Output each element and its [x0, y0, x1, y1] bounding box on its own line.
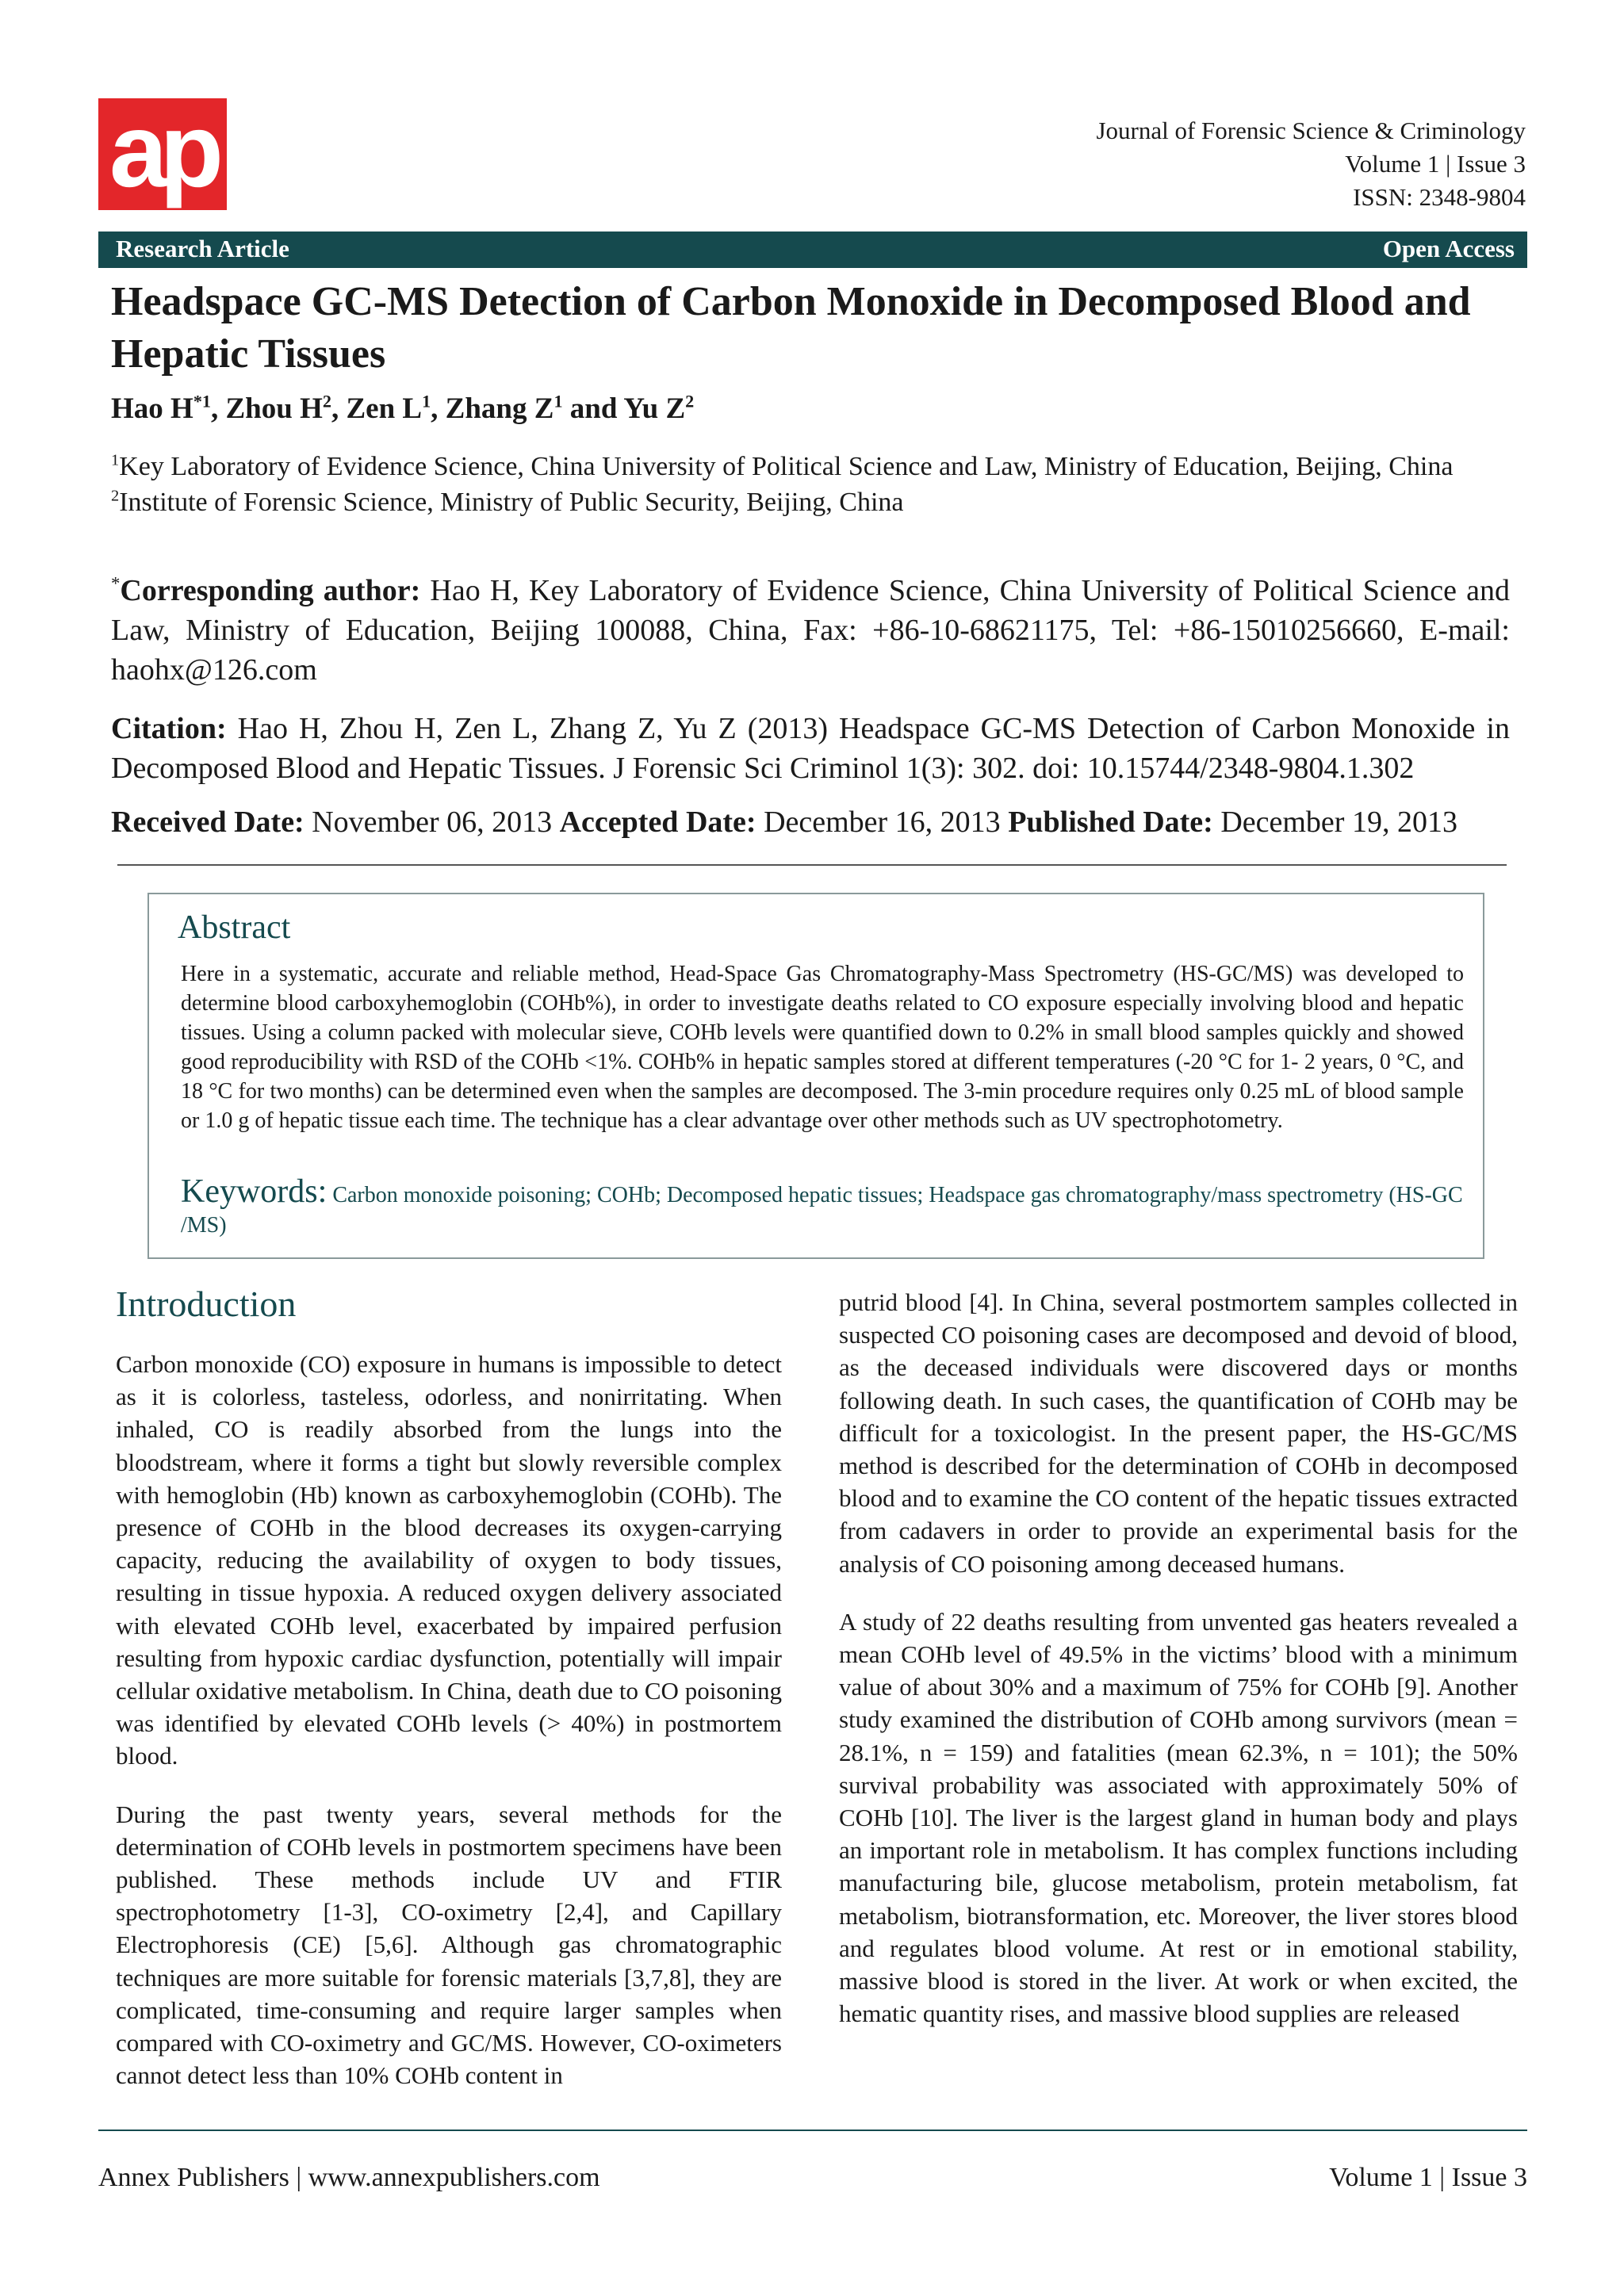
journal-info — [1096, 114, 1526, 214]
article-type-band — [98, 232, 1527, 268]
received-date: November 06, 2013 — [304, 806, 560, 839]
author-separator: , — [211, 392, 226, 425]
author-mark: 2 — [322, 391, 331, 411]
received-label: Received Date: — [111, 806, 304, 839]
keywords — [181, 1173, 1464, 1241]
paragraph: Carbon monoxide (CO) exposure in humans is impossible to detect as it is colorless, tasteless, odorless, and nonirritating. When inhaled, CO is readily absorbed from the lungs into the bloodstream, where it forms a tight but slowly reversible complex with hemoglobin (Hb) known as carboxyhemoglobin (COHb). The presence of COHb in the blood decreases its oxygen-carrying capacity, reducing the availability of oxygen to body tissues, resulting in tissue hypoxia. A reduced oxygen delivery associated with elevated COHb level, exacerbated by impaired perfusion resulting from hypoxic cardiac dysfunction, potentially will impair cellular oxidative metabolism. In China, death due to CO poisoning was identified by elevated COHb levels (> 40%) in postmortem blood. — [116, 1350, 782, 1770]
affiliations — [111, 449, 1522, 520]
open-access-label: Open Access — [1382, 235, 1515, 262]
affiliation — [111, 484, 1522, 520]
article-dates — [111, 805, 1457, 840]
corresponding-label: Corresponding author: — [120, 574, 421, 607]
author-name: Yu Z — [623, 392, 686, 425]
author-name: Zhang Z — [445, 392, 554, 425]
author-name: Zhou H — [225, 392, 323, 425]
paragraph: A study of 22 deaths resulting from unvented gas heaters revealed a mean COHb level of 49.5% in the victims’ blood with a minimum value of about 30% and a maximum of 75% for COHb [9]. Another study examined the distribution of COHb among survivors (mean = 28.1%, n = 159) and fatalities (mean 62.3%, n = 101); the 50% survival probability was associated with approximately 50% of COHb [10]. The liver is the largest gland in human body and plays an important role in metabolism. It has complex functions including manufacturing bile, glucose metabolism, protein metabolism, fat metabolism, biotransformation, etc. Moreover, the liver stores blood and regulates blood volume. At rest or in emotional stability, massive blood is stored in the liver. At work or when excited, the hematic quantity rises, and massive blood supplies are released — [839, 1607, 1518, 2028]
author-name: Hao H — [111, 392, 193, 425]
affiliation-text: Institute of Forensic Science, Ministry of Public Security, Beijing, China — [119, 488, 904, 517]
article-title: Headspace GC-MS Detection of Carbon Monoxide in Decomposed Blood and Hepatic Tissues — [111, 279, 1471, 377]
corresponding-text: Hao H, Key Laboratory of Evidence Science, China University of Political Science and Law, Ministry of Education, Beijing 100088, China, Fax: +86-10-68621175, Tel: +86-15010256660, E-mail: haohx@126.com — [111, 574, 1511, 687]
author-mark: *1 — [193, 391, 211, 411]
keywords-text: Carbon monoxide poisoning; COHb; Decomposed hepatic tissues; Headspace gas chromatography/mass spectrometry (HS-GC /MS) — [181, 1183, 1463, 1238]
published-label: Published Date: — [1008, 806, 1213, 839]
paragraph: During the past twenty years, several methods for the determination of COHb levels in postmortem specimens have been published. These methods include UV and FTIR spectrophotometry [1-3], CO-oximetry [2,4], and Capillary Electrophoresis (CE) [5,6]. Although gas chromatographic techniques are more suitable for forensic materials [3,7,8], they are complicated, time-consuming and require larger samples when compared with CO-oximetry and GC/MS. However, CO-oximeters cannot detect less than 10% COHb content in — [116, 1800, 782, 2090]
affiliation-mark: 1 — [111, 451, 120, 469]
citation-text: Hao H, Zhou H, Zen L, Zhang Z, Yu Z (2013) Headspace GC-MS Detection of Carbon Monoxide in Decomposed Blood and Hepatic Tissues. J Forensic Sci Criminol 1(3): 302. doi: 10.15744/2348-9804.1.302 — [111, 712, 1510, 785]
citation-label: Citation: — [111, 712, 227, 745]
introduction-heading: Introduction — [116, 1284, 297, 1324]
left-column — [116, 1348, 782, 2117]
article-type: Research Article — [116, 235, 289, 262]
publisher-logo — [98, 98, 227, 210]
affiliation-text: Key Laboratory of Evidence Science, China University of Political Science and Law, Ministry of Education, Beijing, China — [119, 452, 1454, 481]
footer-publisher: Annex Publishers | www.annexpublishers.com — [98, 2163, 600, 2192]
footer-divider — [98, 2130, 1527, 2131]
author-mark: 1 — [553, 391, 563, 411]
footer-volume-issue: Volume 1 | Issue 3 — [1329, 2163, 1527, 2192]
author-mark: 2 — [685, 391, 695, 411]
corresponding-mark: * — [111, 573, 121, 594]
header-divider — [117, 864, 1507, 866]
citation — [111, 709, 1510, 788]
affiliation — [111, 449, 1522, 484]
accepted-label: Accepted Date: — [559, 806, 756, 839]
corresponding-author — [111, 571, 1510, 690]
keywords-label: Keywords: — [181, 1173, 327, 1210]
journal-volume-issue: Volume 1 | Issue 3 — [1345, 150, 1526, 178]
author-name: Zen L — [346, 392, 423, 425]
author-separator: , — [331, 392, 347, 425]
author-separator: , — [431, 392, 446, 425]
paragraph: putrid blood [4]. In China, several postmortem samples collected in suspected CO poisoning cases are decomposed and devoid of blood, as the deceased individuals were discovered days or months following death. In such cases, the quantification of COHb may be difficult for a toxicologist. In the present paper, the HS-GC/MS method is described for the determination of COHb in decomposed blood and to examine the CO content of the hepatic tissues extracted from cadavers in order to provide an experimental basis for the analysis of CO poisoning among deceased humans. — [839, 1288, 1518, 1578]
right-column — [839, 1286, 1518, 2055]
accepted-date: December 16, 2013 — [756, 806, 1009, 839]
author-mark: 1 — [422, 391, 431, 411]
author-list — [111, 392, 694, 426]
logo-text: ap — [109, 98, 216, 209]
journal-name: Journal of Forensic Science & Criminology — [1096, 117, 1526, 144]
abstract-box — [147, 893, 1484, 1259]
abstract-body: Here in a systematic, accurate and reliable method, Head-Space Gas Chromatography-Mass Spectrometry (HS-GC/MS) was developed to determine blood carboxyhemoglobin (COHb%), in order to investigate deaths related to CO exposure especially involving blood and hepatic tissues. Using a column packed with molecular sieve, COHb levels were quantified down to 0.2% in small blood samples quickly and showed good reproducibility with RSD of the COHb <1%. COHb% in hepatic samples stored at different temperatures (-20 °C for 1- 2 years, 0 °C, and 18 °C for two months) can be determined even when the samples are decomposed. The 3-min procedure requires only 0.25 mL of blood sample or 1.0 g of hepatic tissue each time. The technique has a clear advantage over other methods such as UV spectrophotometry. — [181, 962, 1464, 1133]
affiliation-mark: 2 — [111, 487, 120, 505]
author-separator: and — [562, 392, 624, 425]
abstract-heading: Abstract — [178, 909, 291, 946]
journal-issn: ISSN: 2348-9804 — [1353, 183, 1526, 211]
published-date: December 19, 2013 — [1212, 806, 1457, 839]
